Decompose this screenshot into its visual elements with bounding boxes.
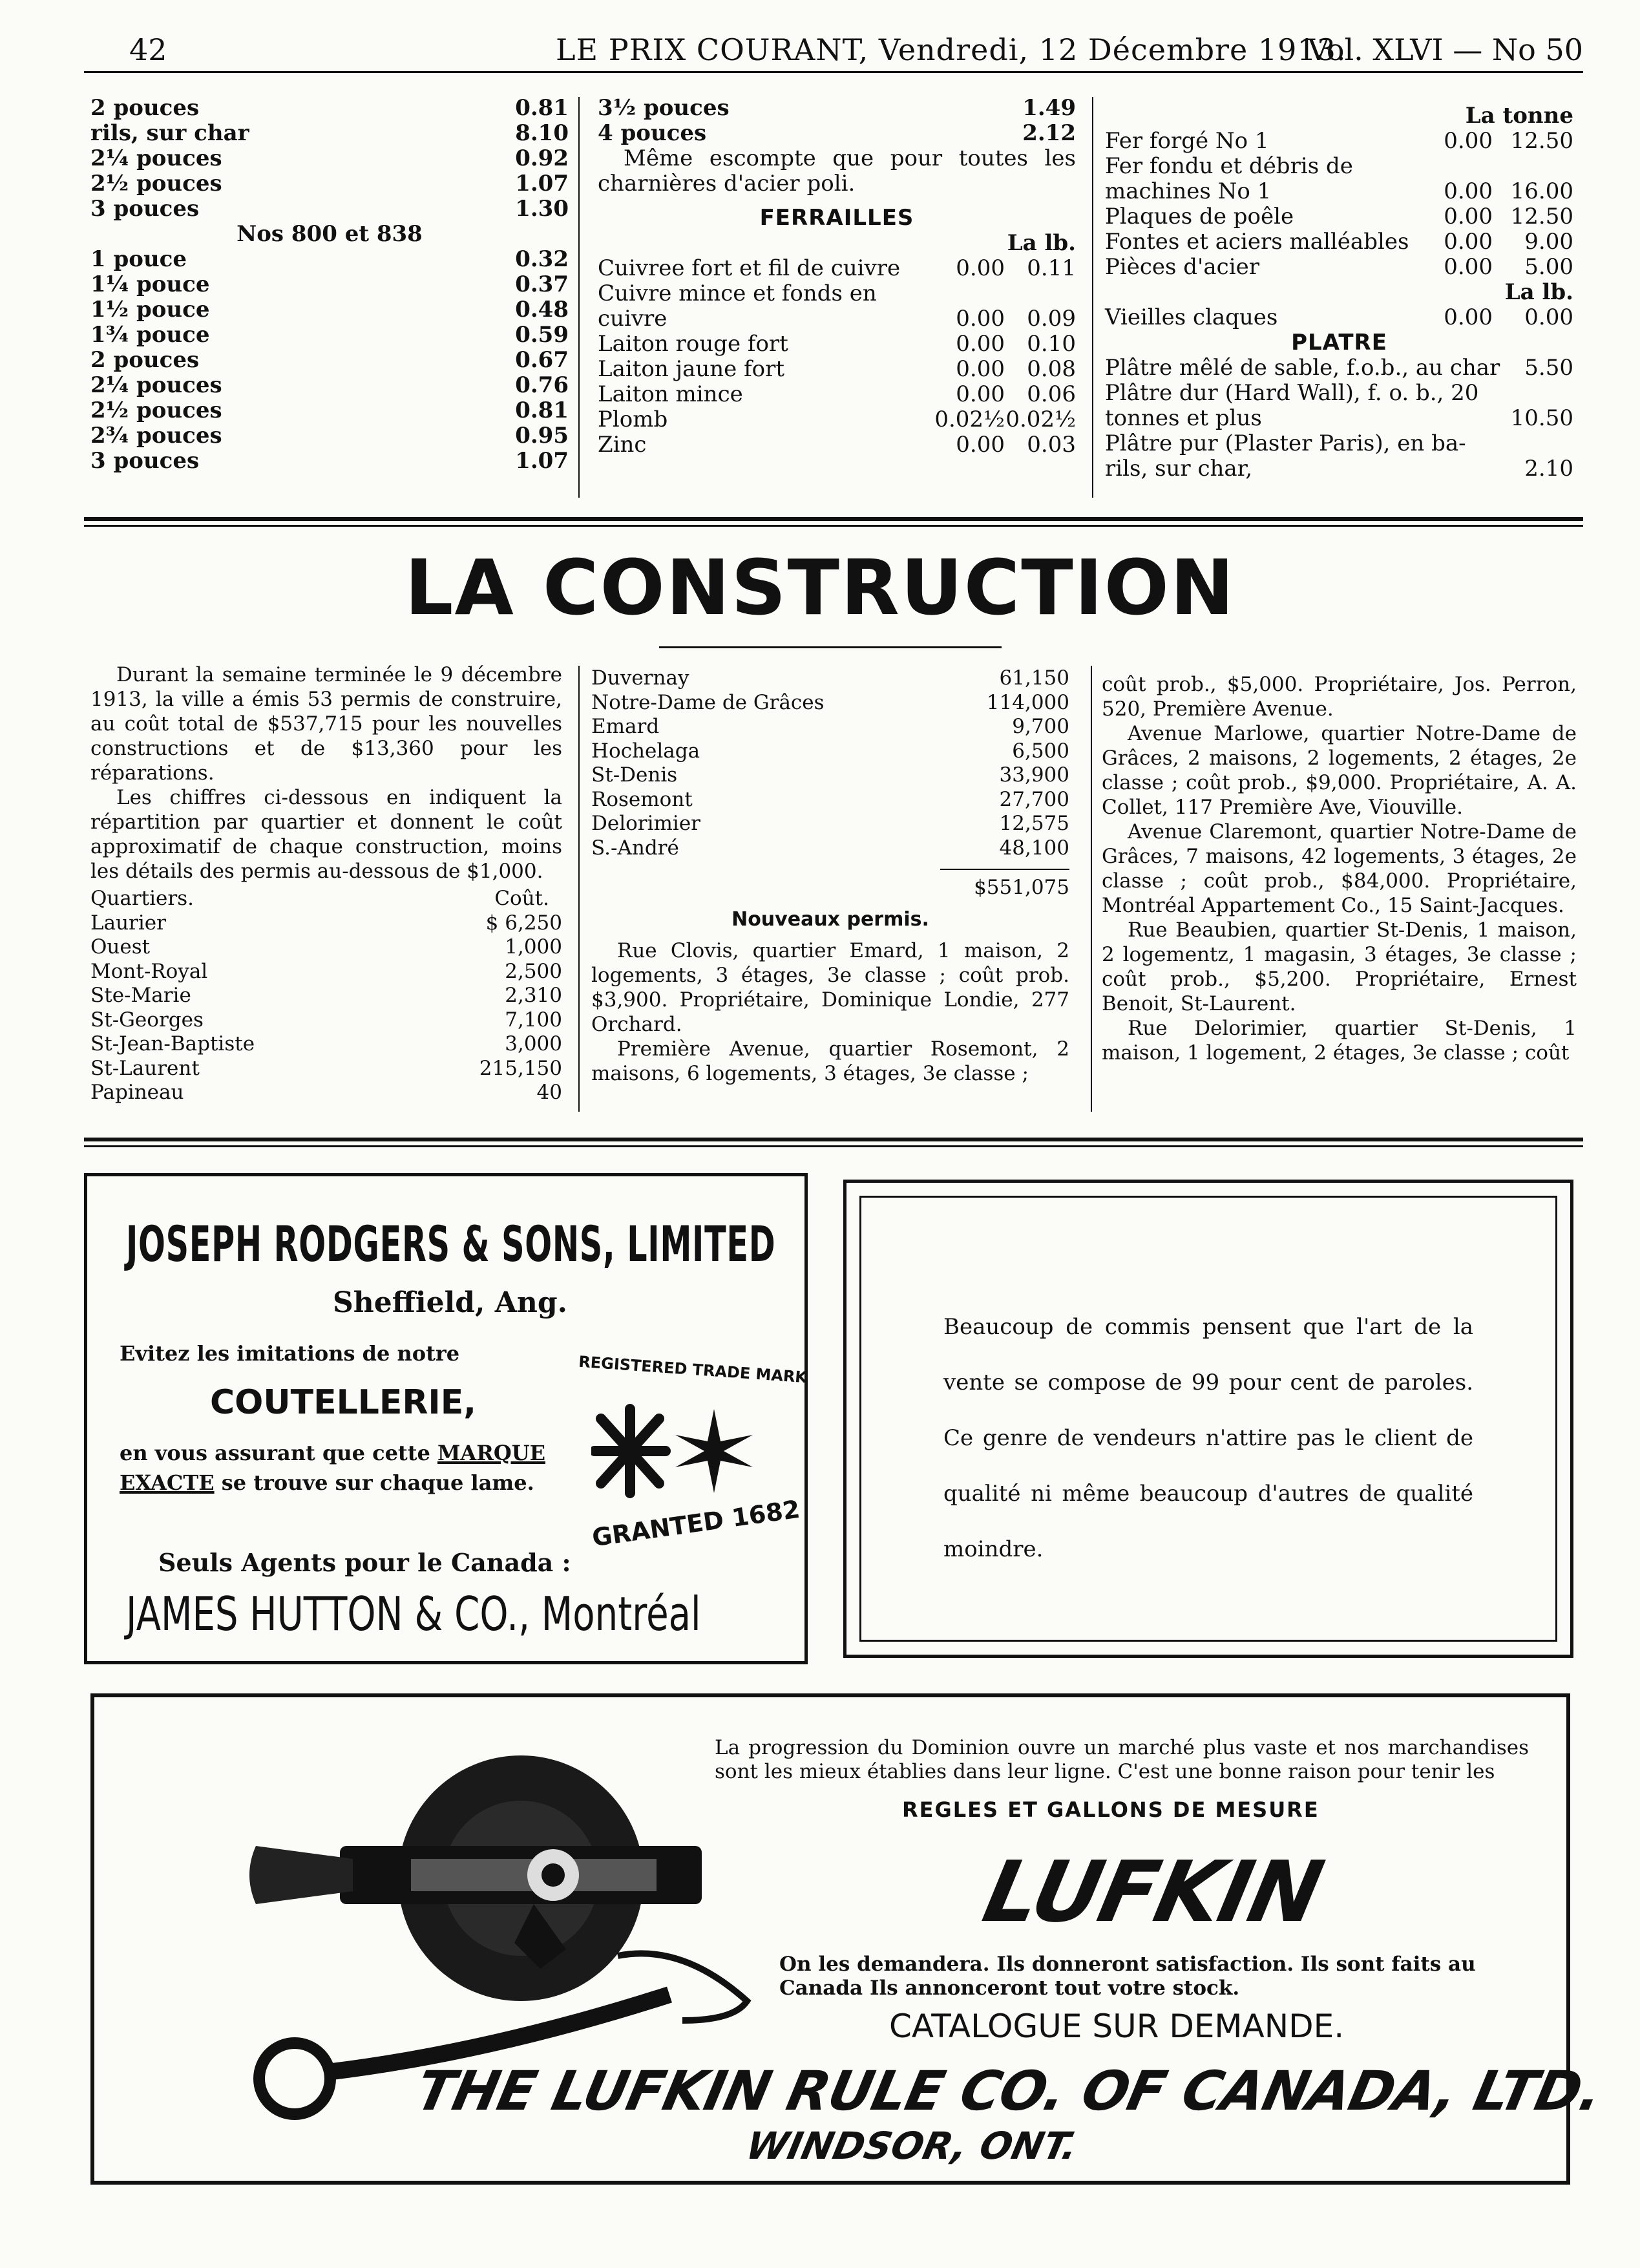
price-row: [90, 449, 569, 474]
district-row: [591, 763, 1069, 787]
price-label: Plâtre mêlé de sable, f.o.b., au char: [1105, 355, 1500, 381]
price-label: Plâtre pur (Plaster Paris), en ba-: [1105, 430, 1466, 456]
intro-paragraph: Les chiffres ci-dessous en indiquent la répartition par quartier et donnent le coût approximatif de chaque construction, moins les détails des permis au-dessous de $1,000.: [90, 786, 562, 883]
price-value: 2.12: [1022, 120, 1076, 146]
price-label: 2½ pouces: [90, 171, 222, 196]
district-name: Rosemont: [591, 787, 693, 811]
volume-number: Vol. XLVI — No 50: [1307, 32, 1583, 67]
permit-entry-continued: coût prob., $5,000. Propriétaire, Jos. Perron, 520, Première Avenue.: [1102, 673, 1577, 721]
district-row: [90, 1056, 562, 1081]
company-name: JOSEPH RODGERS & SONS, LIMITED: [126, 1215, 776, 1273]
price-row: [598, 306, 1076, 332]
district-name: Ouest: [90, 935, 151, 959]
price-row: [598, 96, 1076, 121]
nouveaux-permis-heading: Nouveaux permis.: [731, 907, 929, 931]
price-row: [1105, 355, 1573, 381]
district-name: Papineau: [90, 1081, 184, 1104]
permit-entry: Avenue Claremont, quartier Notre-Dame de Grâces, 7 maisons, 42 logements, 3 étages, 2e classe ; coût prob., $84,000. Propriétaire, Montréal Appartement Co., 15 Saint-Jacques.: [1102, 820, 1577, 917]
price-row: [90, 146, 569, 171]
price-label: Laiton rouge fort: [598, 331, 788, 357]
brand-logo: LUFKIN: [975, 1843, 1330, 1941]
discount-note: Même escompte que pour toutes les charnières d'acier poli.: [598, 145, 1076, 196]
price-value: 0.48: [515, 297, 569, 323]
district-row: [591, 811, 1069, 836]
company-city: Sheffield, Ang.: [333, 1286, 567, 1319]
district-cost: 27,700: [999, 787, 1069, 811]
district-name: S.-André: [591, 836, 679, 860]
total-rule: [940, 869, 1069, 870]
price-label: Fontes et aciers malléables: [1105, 229, 1409, 255]
district-name: Ste-Marie: [90, 984, 191, 1007]
price-label: 1¼ pouce: [90, 271, 210, 297]
district-cost: 215,150: [479, 1056, 562, 1080]
section-rule: [84, 1138, 1583, 1141]
district-row: [90, 911, 562, 935]
district-name: Duvernay: [591, 666, 689, 690]
warning-line: Evitez les imitations de notre: [120, 1341, 460, 1366]
price-column-1: [90, 96, 569, 474]
price-value: 12.50: [1510, 128, 1573, 154]
subheading: Nos 800 et 838: [237, 221, 423, 247]
price-value: 0.00: [1444, 254, 1493, 280]
permit-entry: Première Avenue, quartier Rosemont, 2 maisons, 6 logements, 3 étages, 3e classe ;: [591, 1037, 1069, 1085]
price-row: [90, 171, 569, 196]
district-cost: 2,310: [505, 984, 562, 1007]
price-value: 12.50: [1510, 204, 1573, 229]
section-rule: [84, 525, 1583, 527]
district-name: Hochelaga: [591, 739, 700, 763]
price-value: 0.02½: [1005, 407, 1076, 432]
price-column-3: [1105, 103, 1573, 482]
price-label: 3½ pouces: [598, 95, 730, 121]
price-value: 0.32: [515, 246, 569, 272]
price-value: 0.95: [515, 423, 569, 449]
district-cost: 7,100: [505, 1008, 562, 1032]
price-value: 2.10: [1524, 456, 1573, 482]
company-name: THE LUFKIN RULE CO. OF CANADA, LTD.: [410, 2059, 1608, 2123]
price-value: 0.67: [515, 347, 569, 373]
price-value: 9.00: [1524, 229, 1573, 255]
district-name: Emard: [591, 715, 660, 738]
price-label: Laiton mince: [598, 381, 743, 407]
price-value: 0.00: [956, 432, 1005, 458]
district-cost: 1,000: [505, 935, 562, 959]
section-title: LA CONSTRUCTION: [405, 543, 1235, 632]
district-row: [591, 787, 1069, 812]
district-cost: 33,900: [999, 763, 1069, 787]
product-line: REGLES ET GALLONS DE MESURE: [902, 1797, 1319, 1822]
price-value: 0.81: [515, 95, 569, 121]
price-value: 0.00: [1524, 304, 1573, 330]
price-value: 0.37: [515, 271, 569, 297]
price-label: 1 pouce: [90, 246, 187, 272]
price-value: 0.08: [1027, 356, 1076, 382]
price-label: rils, sur char: [90, 120, 249, 146]
price-row: [90, 423, 569, 449]
price-label: 2¼ pouces: [90, 372, 222, 398]
price-value: 1.49: [1022, 95, 1076, 121]
district-name: Notre-Dame de Grâces: [591, 690, 825, 714]
price-row: [598, 407, 1076, 432]
price-value: 0.00: [1444, 128, 1493, 154]
district-row: [591, 666, 1069, 690]
price-label: 2 pouces: [90, 95, 200, 121]
price-label: machines No 1: [1105, 178, 1272, 204]
district-name: St-Georges: [90, 1008, 204, 1032]
company-city: WINDSOR, ONT.: [742, 2124, 1082, 2168]
district-name: St-Jean-Baptiste: [90, 1032, 255, 1055]
district-name: Mont-Royal: [90, 959, 208, 983]
column-divider: [578, 97, 580, 498]
price-row: [1105, 179, 1573, 204]
unit-label: La tonne: [1465, 103, 1573, 129]
price-label: Pièces d'acier: [1105, 254, 1259, 280]
unit-label: La lb.: [1007, 230, 1076, 256]
price-value: 0.10: [1027, 331, 1076, 357]
price-label: 2 pouces: [90, 347, 200, 373]
price-value: 0.92: [515, 145, 569, 171]
price-row: [598, 382, 1076, 407]
price-row: [90, 297, 569, 323]
district-row: [90, 1080, 562, 1105]
price-row: [1105, 229, 1573, 255]
district-row: [591, 836, 1069, 860]
price-value: 0.76: [515, 372, 569, 398]
price-value: 0.00: [956, 381, 1005, 407]
price-value: 0.81: [515, 397, 569, 423]
district-row: [591, 690, 1069, 715]
district-name: St-Laurent: [90, 1056, 200, 1080]
agents-label: Seuls Agents pour le Canada :: [158, 1548, 571, 1577]
price-label: Cuivre mince et fonds en: [598, 281, 877, 306]
price-value: 1.30: [515, 196, 569, 222]
construction-column-2: [591, 666, 1069, 1086]
price-value: 0.00: [1444, 204, 1493, 229]
price-value: 0.02½: [934, 407, 1005, 432]
price-label: 2¾ pouces: [90, 423, 222, 449]
price-value: 0.00: [956, 331, 1005, 357]
price-value: 5.00: [1524, 254, 1573, 280]
price-row: [90, 247, 569, 272]
lufkin-advertisement: [90, 1693, 1608, 2185]
district-cost: 40: [536, 1081, 562, 1104]
district-name: St-Denis: [591, 763, 678, 787]
district-row: [591, 739, 1069, 763]
star-and-cross-trademark-icon: [591, 1396, 759, 1506]
price-row: [598, 121, 1076, 146]
price-label: 3 pouces: [90, 448, 200, 474]
price-value: 1.07: [515, 448, 569, 474]
district-row: [90, 1032, 562, 1056]
price-row: [1105, 406, 1573, 431]
district-cost: $ 6,250: [485, 911, 562, 935]
column-divider: [1091, 666, 1092, 1112]
district-row: [90, 959, 562, 984]
district-cost: 61,150: [999, 666, 1069, 690]
catalogue-line: CATALOGUE SUR DEMANDE.: [889, 2008, 1345, 2045]
quote-text: Beaucoup de commis pensent que l'art de la vente se compose de 99 pour cent de paroles. Ce genre de vendeurs n'attire pas le client de qualité ni même beaucoup d'autres de qualité moindre.: [943, 1314, 1473, 1562]
district-cost: 2,500: [505, 959, 562, 983]
district-name: Laurier: [90, 911, 166, 935]
price-row: [598, 357, 1076, 382]
column-divider: [578, 666, 580, 1112]
price-row: [1105, 305, 1573, 330]
price-row: [1105, 255, 1573, 280]
district-row: [90, 1008, 562, 1032]
price-label: cuivre: [598, 306, 668, 332]
district-cost: 9,700: [1012, 715, 1069, 738]
price-label: 1¾ pouce: [90, 322, 210, 348]
price-row: [90, 373, 569, 398]
price-row: [90, 398, 569, 423]
price-row: [598, 256, 1076, 281]
price-value: 0.09: [1027, 306, 1076, 332]
price-value: 10.50: [1510, 405, 1573, 431]
price-row: [90, 272, 569, 297]
price-label: Plaques de poêle: [1105, 204, 1294, 229]
price-value: 0.06: [1027, 381, 1076, 407]
district-row: [90, 935, 562, 959]
price-row: [1105, 154, 1573, 179]
price-label: Fer forgé No 1: [1105, 128, 1269, 154]
price-row: [90, 96, 569, 121]
header-rule: [84, 71, 1583, 73]
price-value: 0.59: [515, 322, 569, 348]
price-label: Vieilles claques: [1105, 304, 1278, 330]
promise-text: On les demandera. Ils donneront satisfaction. Ils sont faits au Canada Ils annonceront tout votre stock.: [779, 1953, 1476, 2000]
rodgers-advertisement: [84, 1173, 808, 1664]
title-underline: [659, 646, 1002, 648]
price-value: 0.00: [956, 306, 1005, 332]
price-label: Laiton jaune fort: [598, 356, 785, 382]
price-value: 0.00: [956, 356, 1005, 382]
price-row: [598, 332, 1076, 357]
table-header: Quartiers. Coût.: [90, 887, 549, 910]
price-label: 2½ pouces: [90, 397, 222, 423]
price-row: [90, 121, 569, 146]
assurance-text: en vous assurant que cette MARQUE EXACTE se trouve sur chaque lame.: [120, 1441, 545, 1495]
district-row: [591, 714, 1069, 739]
price-row: [90, 348, 569, 373]
price-value: 5.50: [1524, 355, 1573, 381]
district-cost: 114,000: [986, 690, 1069, 714]
price-row: [598, 281, 1076, 306]
price-label: 1½ pouce: [90, 297, 210, 323]
quote-advertisement: [843, 1180, 1573, 1658]
price-value: 8.10: [515, 120, 569, 146]
total-row: $551,075: [974, 876, 1069, 899]
section-rule: [84, 1145, 1583, 1147]
permit-entry: Avenue Marlowe, quartier Notre-Dame de Grâces, 2 maisons, 2 logements, 2 étages, 2e classe ; coût prob., $9,000. Propriétaire, A. A. Collet, 117 Première Ave, Viouville.: [1102, 722, 1577, 819]
construction-column-3: [1102, 672, 1577, 1065]
price-value: 0.00: [1444, 229, 1493, 255]
price-label: rils, sur char,: [1105, 456, 1253, 482]
price-label: Plâtre dur (Hard Wall), f. o. b., 20: [1105, 380, 1479, 406]
price-label: Zinc: [598, 432, 647, 458]
column-divider: [1092, 97, 1093, 498]
price-label: Fer fondu et débris de: [1105, 153, 1353, 179]
agent-name: JAMES HUTTON & CO., Montréal: [126, 1587, 701, 1641]
price-row: [1105, 129, 1573, 154]
price-value: 0.00: [956, 255, 1005, 281]
unit-label: La lb.: [1504, 279, 1573, 305]
construction-column-1: [90, 662, 562, 1105]
price-value: 0.00: [1444, 304, 1493, 330]
district-cost: 3,000: [505, 1032, 562, 1055]
page-header: [84, 19, 1583, 71]
price-label: Plomb: [598, 407, 668, 432]
page-number: 42: [129, 32, 167, 67]
product-name: COUTELLERIE,: [210, 1383, 477, 1422]
price-row: [90, 196, 569, 222]
permit-entry: Rue Clovis, quartier Emard, 1 maison, 2 logements, 3 étages, 3e classe ; coût prob. $3,900. Propriétaire, Dominique Londie, 277 Orchard.: [591, 938, 1069, 1036]
intro-paragraph: Durant la semaine terminée le 9 décembre 1913, la ville a émis 53 permis de construire, au coût total de $537,715 pour les nouvelles constructions et de $13,360 pour les réparations.: [90, 663, 562, 785]
permit-entry: Rue Delorimier, quartier St-Denis, 1 maison, 1 logement, 2 étages, 3e classe ; coût: [1102, 1017, 1577, 1065]
permit-entry: Rue Beaubien, quartier St-Denis, 1 maison, 2 logementz, 1 magasin, 3 étages, 3e classe ; coût prob., $5,200. Propriétaire, Ernest Benoit, St-Laurent.: [1102, 918, 1577, 1015]
platre-heading: PLATRE: [1291, 330, 1387, 355]
ferrailles-heading: FERRAILLES: [759, 205, 914, 231]
price-row: [1105, 431, 1573, 456]
district-cost: 6,500: [1012, 739, 1069, 763]
district-cost: 12,575: [999, 812, 1069, 835]
price-label: 2¼ pouces: [90, 145, 222, 171]
price-value: 0.11: [1027, 255, 1076, 281]
price-label: 4 pouces: [598, 120, 707, 146]
trademark-caption: REGISTERED TRADE MARK: [578, 1352, 808, 1387]
price-value: 0.00: [1444, 178, 1493, 204]
district-name: Delorimier: [591, 812, 700, 835]
price-column-2: [598, 96, 1076, 458]
price-label: 3 pouces: [90, 196, 200, 222]
trademark-year: GRANTED 1682: [590, 1494, 802, 1553]
price-row: [90, 323, 569, 348]
price-row: [1105, 456, 1573, 482]
price-value: 16.00: [1510, 178, 1573, 204]
price-row: [1105, 381, 1573, 406]
price-value: 1.07: [515, 171, 569, 196]
district-cost: 48,100: [999, 836, 1069, 860]
district-row: [90, 983, 562, 1008]
price-label: tonnes et plus: [1105, 405, 1262, 431]
price-label: Cuivree fort et fil de cuivre: [598, 255, 901, 281]
price-row: [1105, 204, 1573, 229]
intro-text: La progression du Dominion ouvre un marché plus vaste et nos marchandises sont les mieux établies dans leur ligne. C'est une bonne raison pour tenir les: [715, 1736, 1529, 1783]
price-value: 0.03: [1027, 432, 1076, 458]
section-rule: [84, 517, 1583, 521]
publication-title: LE PRIX COURANT, Vendredi, 12 Décembre 1913.: [556, 32, 1347, 67]
price-row: [598, 432, 1076, 458]
